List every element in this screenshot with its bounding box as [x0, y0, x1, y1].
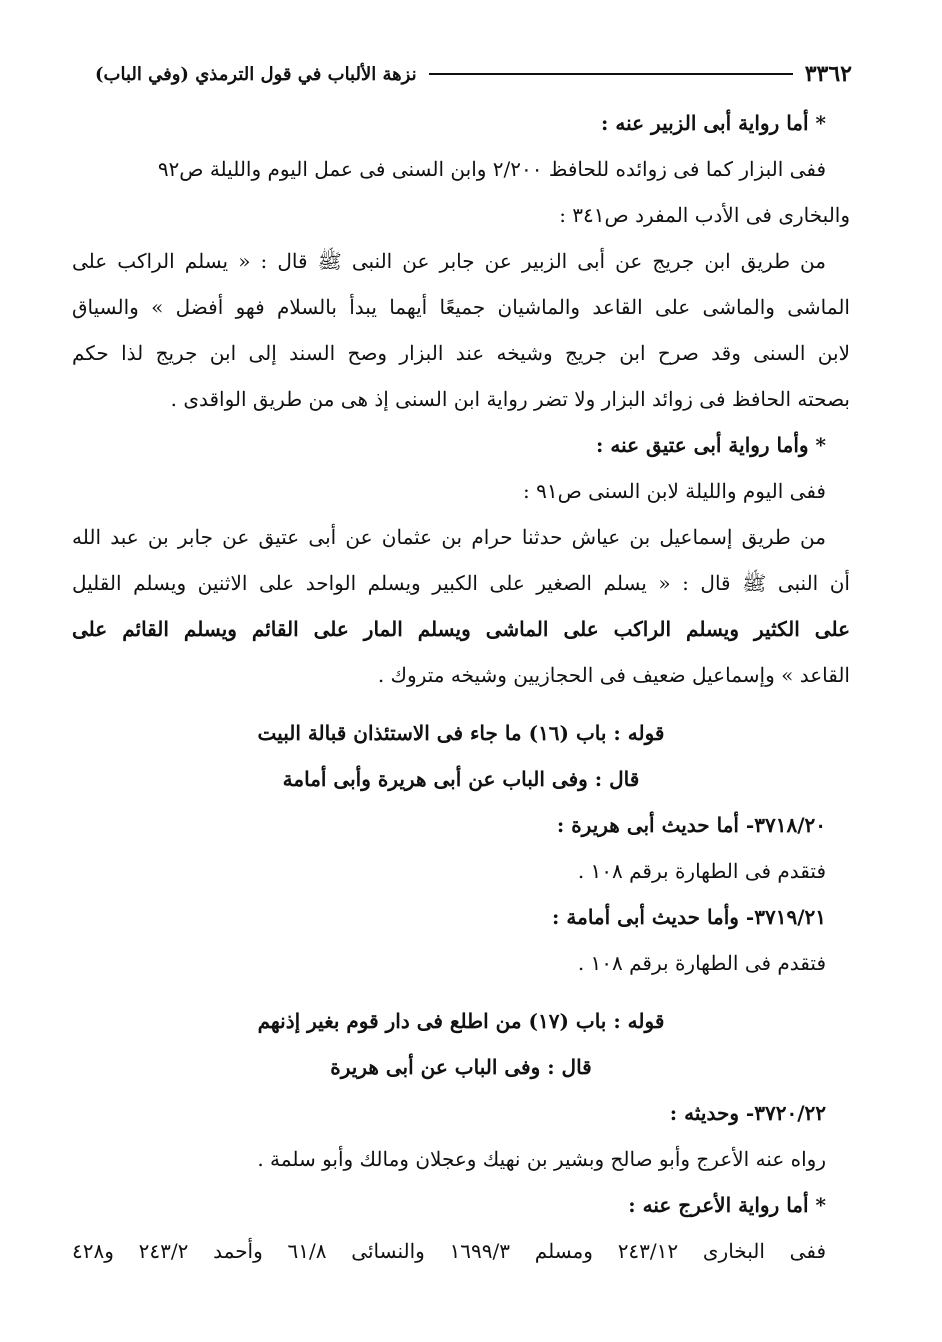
- chapter-heading: قوله : باب (١٧) من اطلع فى دار قوم بغير إذنهم: [257, 1009, 665, 1033]
- section-heading: * وأما رواية أبى عتيق عنه :: [596, 433, 826, 457]
- running-title: نزهة الألباب في قول الترمذي (وفي الباب): [95, 63, 417, 85]
- section-heading: ٣٧٢٠/٢٢- وحديثه :: [669, 1101, 826, 1125]
- text-line: القاعد » وإسماعيل ضعيف فى الحجازيين وشيخه متروك .: [377, 663, 850, 687]
- page-body: [72, 100, 850, 1274]
- section-gap: [72, 986, 850, 998]
- text-line: من طريق ابن جريج عن أبى الزبير عن جابر عن النبى ﷺ قال : « يسلم الراكب على: [72, 249, 826, 273]
- section-heading: * أما رواية أبى الزبير عنه :: [601, 111, 826, 135]
- text-line: أن النبى ﷺ قال : « يسلم الصغير على الكبير ويسلم الواحد على الاثنين ويسلم القليل: [72, 571, 850, 595]
- page-header: [95, 54, 852, 94]
- text-line: فتقدم فى الطهارة برقم ١٠٨ .: [577, 951, 826, 975]
- chapter-heading: قوله : باب (١٦) ما جاء فى الاستئذان قبالة البيت: [257, 721, 665, 745]
- text-line: من طريق إسماعيل بن عياش حدثنا حرام بن عثمان عن أبى عتيق عن جابر بن عبد الله: [72, 525, 826, 549]
- text-line: لابن السنى وقد صرح ابن جريج وشيخه عند البزار وصح السند إلى ابن جريج لذا حكم: [72, 341, 850, 365]
- chapter-heading: قال : وفى الباب عن أبى هريرة: [330, 1055, 592, 1079]
- page-number: ٣٣٦٢: [804, 61, 852, 87]
- text-line: ففى البخارى ٢٤٣/١٢ ومسلم ١٦٩٩/٣ والنسائى ٦١/٨ وأحمد ٢٤٣/٢ و٤٢٨: [72, 1239, 827, 1263]
- section-heading: ٣٧١٨/٢٠- أما حديث أبى هريرة :: [556, 813, 826, 837]
- chapter-heading: قال : وفى الباب عن أبى هريرة وأبى أمامة: [282, 767, 640, 791]
- text-line: فتقدم فى الطهارة برقم ١٠٨ .: [577, 859, 826, 883]
- text-line: رواه عنه الأعرج وأبو صالح وبشير بن نهيك وعجلان ومالك وأبو سلمة .: [257, 1147, 826, 1171]
- text-line: الماشى والماشى على القاعد والماشيان جميعًا أيهما يبدأ بالسلام فهو أفضل » والسياق: [72, 295, 850, 319]
- quoted-text-line: على الكثير ويسلم الراكب على الماشى ويسلم المار على القائم ويسلم القائم على: [72, 617, 850, 641]
- text-line: بصحته الحافظ فى زوائد البزار ولا تضر رواية ابن السنى إذ هى من طريق الواقدى .: [170, 387, 850, 411]
- header-rule: [429, 73, 793, 75]
- section-heading: ٣٧١٩/٢١- وأما حديث أبى أمامة :: [552, 905, 826, 929]
- section-gap: [72, 698, 850, 710]
- section-heading: * أما رواية الأعرج عنه :: [628, 1193, 826, 1217]
- text-line: ففى البزار كما فى زوائده للحافظ ٢/٢٠٠ وابن السنى فى عمل اليوم والليلة ص٩٢: [157, 157, 826, 181]
- text-line: ففى اليوم والليلة لابن السنى ص٩١ :: [522, 479, 826, 503]
- text-line: والبخارى فى الأدب المفرد ص٣٤١ :: [559, 203, 850, 227]
